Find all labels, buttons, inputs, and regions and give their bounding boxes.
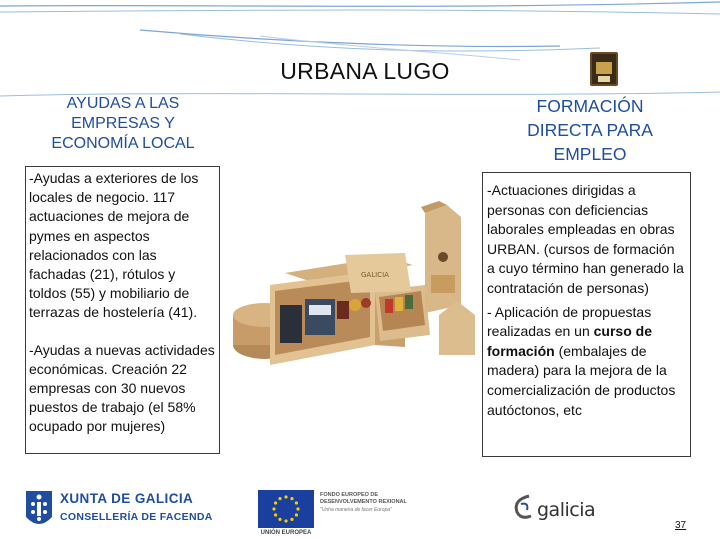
left-text-panel	[25, 166, 220, 454]
right-heading	[486, 94, 694, 166]
right-p2-bold: curso de formación	[487, 323, 652, 359]
right-paragraph-course	[483, 303, 690, 421]
left-p1-text: 117 actuaciones de mejora de pymes en aspectos relacionados con las fachadas (21), rótulos y toldos (55) y mobiliario de terrazas de hostelería (41).	[29, 189, 198, 321]
left-p1-bold: -Ayudas a exteriores de los locales de negocio.	[29, 170, 199, 206]
right-p2-text: (embalajes de madera) para la mejora de la comercialización de productos autóctonos, etc	[487, 342, 676, 418]
right-text-panel	[482, 172, 691, 457]
page-number: 37	[675, 520, 687, 531]
eu-fund-name	[320, 492, 407, 506]
galicia-wordmark: galicia	[537, 499, 596, 521]
right-p1-bold: -Actuaciones dirigidas a personas con deficiencias laborales	[487, 182, 649, 238]
left-p2-text: Creación 22 empresas con 30 nuevos puestos de trabajo (el 58% ocupado por mujeres)	[29, 360, 196, 435]
eu-caption: UNIÓN EUROPEA	[260, 530, 312, 536]
right-heading-line: DIRECTA PARA	[527, 120, 653, 140]
right-p1-text: empleadas en obras URBAN. (cursos de formación a cuyo término han generado la contratación de personas)	[487, 221, 684, 296]
right-paragraph-training	[483, 181, 690, 299]
eu-fund-line: DESENVOLVEMENTO REXIONAL	[320, 499, 407, 505]
eu-flag-icon	[258, 490, 314, 528]
left-paragraph-exteriors	[26, 169, 219, 323]
galicia-brand-logo	[507, 490, 607, 528]
xunta-department: CONSELLERÍA DE FACENDA	[60, 511, 213, 523]
eu-slogan: "Unha maneira de facer Europa"	[320, 507, 392, 513]
box-lid-label: GALICIA	[361, 271, 389, 279]
left-heading-line: EMPRESAS Y	[71, 115, 175, 132]
right-heading-line: FORMACIÓN	[536, 96, 644, 116]
left-p2-bold: -Ayudas a nuevas actividades económicas.	[29, 341, 215, 377]
product-thumbnail-icon	[590, 52, 618, 86]
galicia-swirl-icon	[507, 490, 537, 526]
xunta-de-galicia-logo	[24, 487, 213, 531]
eu-fund-line: FONDO EUROPEO DE	[320, 492, 379, 498]
page-title: URBANA LUGO	[280, 58, 450, 84]
xunta-name: XUNTA DE GALICIA	[60, 491, 194, 506]
eu-feder-logo	[258, 490, 408, 538]
galicia-coat-of-arms-icon	[24, 487, 54, 531]
left-paragraph-new-activities	[26, 341, 219, 437]
right-heading-line: EMPLEO	[553, 144, 627, 164]
wooden-boxes-photo	[225, 195, 475, 380]
left-heading-line: ECONOMÍA LOCAL	[51, 135, 195, 152]
left-heading	[30, 94, 216, 154]
right-p2-pre: - Aplicación de propuestas realizadas en un	[487, 303, 652, 340]
left-heading-line: AYUDAS A LAS	[66, 95, 180, 112]
